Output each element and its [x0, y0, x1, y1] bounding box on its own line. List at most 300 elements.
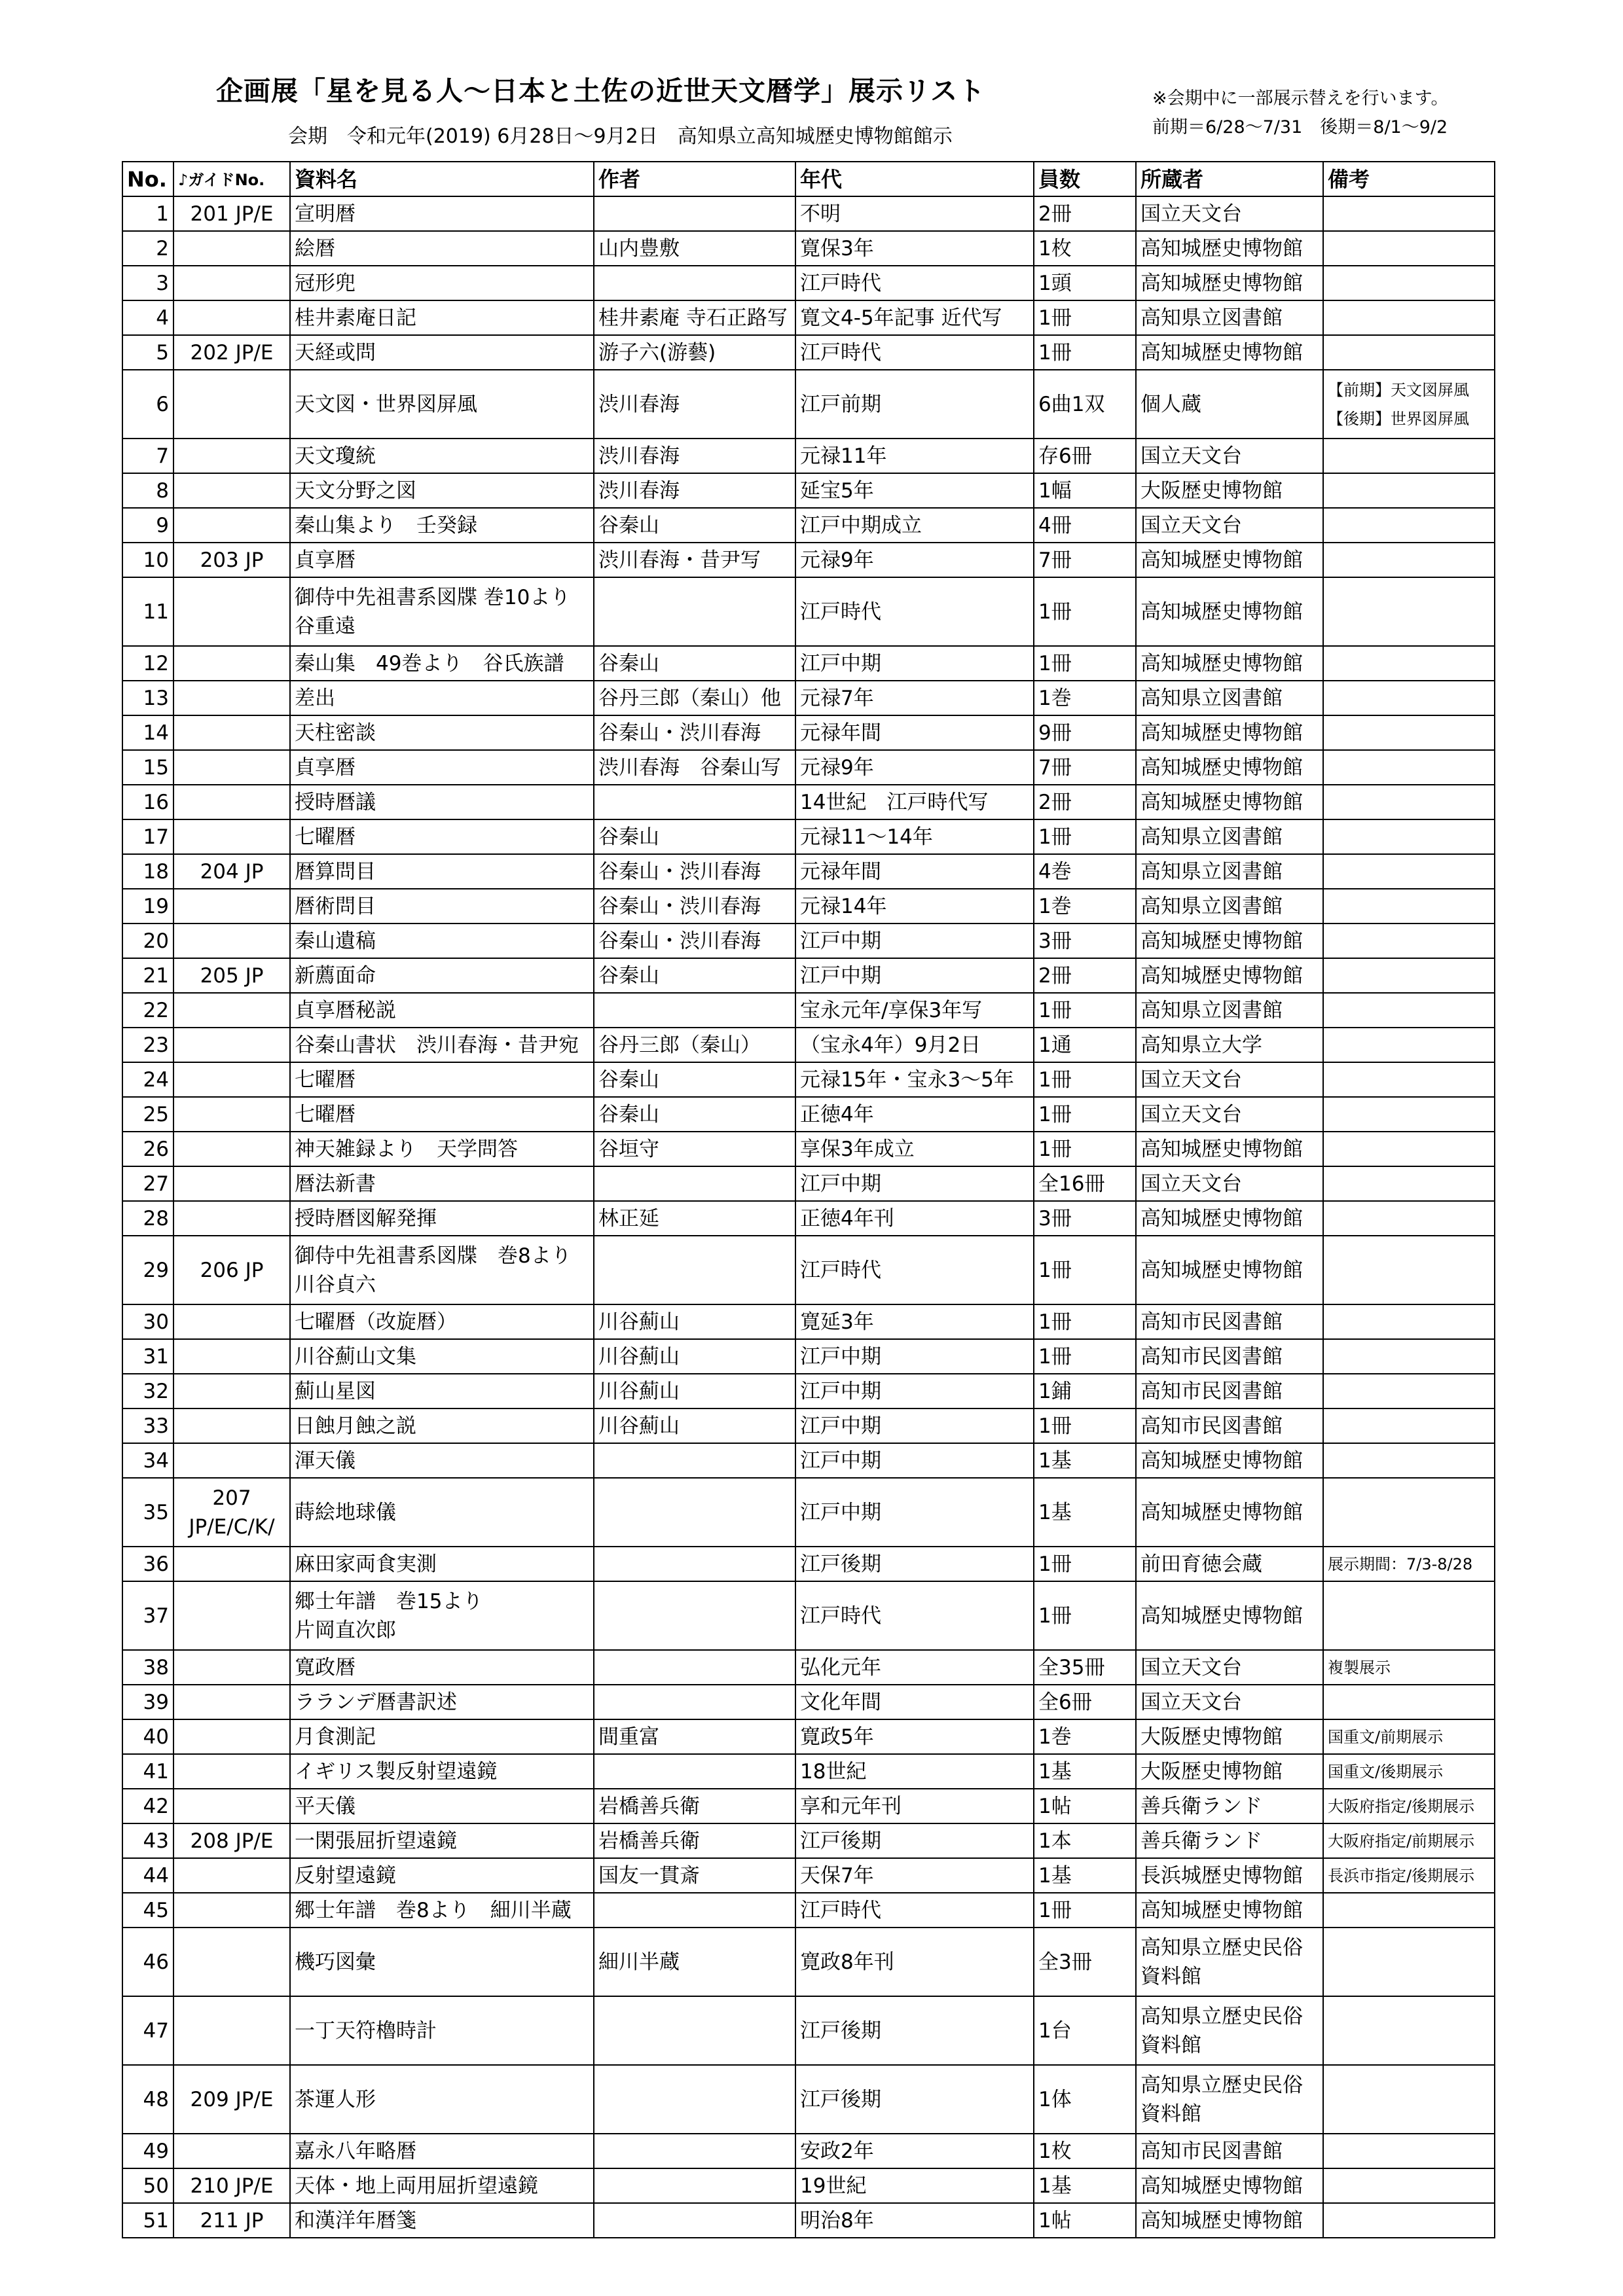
- cell-guide: [173, 1928, 290, 1996]
- cell-owner: 高知城歴史博物館: [1136, 335, 1323, 370]
- cell-guide: [173, 1062, 290, 1097]
- table-row: [122, 1028, 1495, 1062]
- cell-era: 江戸中期: [795, 924, 1034, 958]
- table-row: [122, 1858, 1495, 1893]
- cell-owner: 国立天文台: [1136, 1166, 1323, 1201]
- cell-owner: 高知県立図書館: [1136, 681, 1323, 715]
- cell-guide: [173, 1685, 290, 1719]
- cell-era: 正徳4年刊: [795, 1201, 1034, 1236]
- cell-no: 38: [122, 1650, 173, 1685]
- cell-owner: 高知県立図書館: [1136, 854, 1323, 889]
- cell-guide: [173, 1304, 290, 1339]
- cell-author: [594, 2065, 795, 2134]
- cell-era: 享保3年成立: [795, 1132, 1034, 1166]
- cell-remarks: [1323, 439, 1495, 473]
- cell-owner: 高知城歴史博物館: [1136, 924, 1323, 958]
- cell-era: 寛延3年: [795, 1304, 1034, 1339]
- cell-era: 18世紀: [795, 1754, 1034, 1789]
- table-row: [122, 819, 1495, 854]
- cell-remarks: [1323, 2065, 1495, 2134]
- table-row: [122, 577, 1495, 646]
- cell-name: 一閑張屈折望遠鏡: [290, 1823, 594, 1858]
- exhibit-table: [122, 161, 1495, 2238]
- cell-count: 1頭: [1034, 266, 1136, 300]
- cell-name: 天文分野之図: [290, 473, 594, 508]
- cell-owner: 高知県立図書館: [1136, 993, 1323, 1028]
- cell-remarks: [1323, 1028, 1495, 1062]
- cell-remarks: [1323, 1581, 1495, 1650]
- cell-name: イギリス製反射望遠鏡: [290, 1754, 594, 1789]
- cell-guide: [173, 1408, 290, 1443]
- cell-name: 和漢洋年暦箋: [290, 2203, 594, 2238]
- cell-name: 新薦面命: [290, 958, 594, 993]
- cell-guide: 204 JP: [173, 854, 290, 889]
- cell-remarks: [1323, 1685, 1495, 1719]
- cell-count: 全35冊: [1034, 1650, 1136, 1685]
- cell-guide: 211 JP: [173, 2203, 290, 2238]
- table-row: [122, 2168, 1495, 2203]
- cell-era: 天保7年: [795, 1858, 1034, 1893]
- cell-remarks: [1323, 473, 1495, 508]
- cell-owner: 高知城歴史博物館: [1136, 646, 1323, 681]
- cell-era: 江戸中期: [795, 1166, 1034, 1201]
- cell-no: 21: [122, 958, 173, 993]
- cell-remarks: 国重文/後期展示: [1323, 1754, 1495, 1789]
- cell-count: 1冊: [1034, 819, 1136, 854]
- cell-guide: [173, 1893, 290, 1928]
- cell-guide: 201 JP/E: [173, 196, 290, 231]
- cell-author: [594, 993, 795, 1028]
- cell-count: 4冊: [1034, 508, 1136, 543]
- cell-no: 23: [122, 1028, 173, 1062]
- cell-name: 暦算問目: [290, 854, 594, 889]
- cell-guide: 207 JP/E/C/K/: [173, 1478, 290, 1547]
- cell-author: 山内豊敷: [594, 231, 795, 266]
- cell-author: [594, 2203, 795, 2238]
- cell-era: 元禄9年: [795, 750, 1034, 785]
- cell-name: 天柱密談: [290, 715, 594, 750]
- cell-owner: 高知市民図書館: [1136, 2134, 1323, 2168]
- table-row: [122, 1478, 1495, 1547]
- cell-remarks: [1323, 335, 1495, 370]
- cell-name: 反射望遠鏡: [290, 1858, 594, 1893]
- cell-count: 7冊: [1034, 543, 1136, 577]
- table-row: [122, 646, 1495, 681]
- cell-remarks: 展示期間：7/3-8/28: [1323, 1547, 1495, 1581]
- cell-era: 江戸後期: [795, 1823, 1034, 1858]
- cell-guide: 208 JP/E: [173, 1823, 290, 1858]
- cell-owner: 前田育徳会蔵: [1136, 1547, 1323, 1581]
- cell-era: 江戸時代: [795, 1581, 1034, 1650]
- cell-name: 郷士年譜 巻8より 細川半蔵: [290, 1893, 594, 1928]
- cell-no: 2: [122, 231, 173, 266]
- cell-count: 1冊: [1034, 1304, 1136, 1339]
- cell-guide: [173, 1201, 290, 1236]
- cell-name: 絵暦: [290, 231, 594, 266]
- cell-no: 39: [122, 1685, 173, 1719]
- cell-author: [594, 2134, 795, 2168]
- cell-remarks: [1323, 681, 1495, 715]
- cell-count: 1台: [1034, 1996, 1136, 2065]
- cell-count: 1冊: [1034, 1547, 1136, 1581]
- cell-author: [594, 1547, 795, 1581]
- cell-author: [594, 1443, 795, 1478]
- cell-author: 谷秦山: [594, 1097, 795, 1132]
- cell-era: 文化年間: [795, 1685, 1034, 1719]
- cell-name: 暦術問目: [290, 889, 594, 924]
- cell-owner: 高知県立大学: [1136, 1028, 1323, 1062]
- table-row: [122, 1339, 1495, 1374]
- cell-count: 1巻: [1034, 889, 1136, 924]
- cell-no: 25: [122, 1097, 173, 1132]
- cell-author: 谷秦山: [594, 508, 795, 543]
- cell-guide: [173, 231, 290, 266]
- cell-guide: [173, 1996, 290, 2065]
- cell-author: [594, 577, 795, 646]
- cell-count: 1基: [1034, 2168, 1136, 2203]
- cell-era: 江戸後期: [795, 1547, 1034, 1581]
- cell-author: 川谷薊山: [594, 1304, 795, 1339]
- cell-guide: [173, 1166, 290, 1201]
- cell-guide: [173, 1339, 290, 1374]
- cell-author: [594, 1996, 795, 2065]
- cell-era: 江戸中期: [795, 1374, 1034, 1408]
- cell-guide: [173, 300, 290, 335]
- cell-era: 弘化元年: [795, 1650, 1034, 1685]
- cell-owner: 善兵衛ランド: [1136, 1789, 1323, 1823]
- cell-count: 2冊: [1034, 196, 1136, 231]
- cell-owner: 国立天文台: [1136, 196, 1323, 231]
- cell-guide: [173, 577, 290, 646]
- table-row: [122, 1062, 1495, 1097]
- cell-name: 天体・地上両用屈折望遠鏡: [290, 2168, 594, 2203]
- cell-no: 33: [122, 1408, 173, 1443]
- cell-author: [594, 1478, 795, 1547]
- cell-era: 寛文4-5年記事 近代写: [795, 300, 1034, 335]
- cell-no: 11: [122, 577, 173, 646]
- cell-guide: [173, 1719, 290, 1754]
- cell-era: 元禄9年: [795, 543, 1034, 577]
- col-header-remarks: 備考: [1323, 162, 1495, 196]
- cell-count: 1冊: [1034, 646, 1136, 681]
- cell-remarks: [1323, 2168, 1495, 2203]
- table-row: [122, 1166, 1495, 1201]
- table-row: [122, 439, 1495, 473]
- cell-name: 秦山集 49巻より 谷氏族譜: [290, 646, 594, 681]
- cell-name: 茶運人形: [290, 2065, 594, 2134]
- cell-name: 郷士年譜 巻15より 片岡直次郎: [290, 1581, 594, 1650]
- cell-era: 元禄14年: [795, 889, 1034, 924]
- cell-remarks: [1323, 889, 1495, 924]
- cell-no: 44: [122, 1858, 173, 1893]
- cell-guide: 209 JP/E: [173, 2065, 290, 2134]
- cell-era: 安政2年: [795, 2134, 1034, 2168]
- cell-author: 渋川春海: [594, 473, 795, 508]
- cell-guide: [173, 266, 290, 300]
- cell-no: 18: [122, 854, 173, 889]
- cell-era: 元禄7年: [795, 681, 1034, 715]
- page-title: 企画展「星を見る人～日本と土佐の近世天文暦学」展示リスト: [216, 75, 986, 107]
- cell-era: 江戸中期成立: [795, 508, 1034, 543]
- cell-era: 江戸中期: [795, 1478, 1034, 1547]
- cell-no: 41: [122, 1754, 173, 1789]
- table-row: [122, 993, 1495, 1028]
- cell-remarks: [1323, 1374, 1495, 1408]
- table-row: [122, 1719, 1495, 1754]
- cell-owner: 高知県立歴史民俗 資料館: [1136, 2065, 1323, 2134]
- cell-author: 谷丹三郎（秦山）他: [594, 681, 795, 715]
- cell-author: 游子六(游藝): [594, 335, 795, 370]
- cell-count: 1帖: [1034, 1789, 1136, 1823]
- cell-author: 渋川春海・昔尹写: [594, 543, 795, 577]
- table-row: [122, 508, 1495, 543]
- exhibition-period: 会期 令和元年(2019) 6月28日～9月2日 高知県立高知城歴史博物館館示: [288, 125, 953, 148]
- cell-no: 26: [122, 1132, 173, 1166]
- cell-author: 谷秦山: [594, 819, 795, 854]
- cell-name: 御侍中先祖書系図牒 巻8より 川谷貞六: [290, 1236, 594, 1304]
- cell-owner: 高知県立歴史民俗 資料館: [1136, 1996, 1323, 2065]
- table-row: [122, 958, 1495, 993]
- cell-name: 七曜暦: [290, 1097, 594, 1132]
- cell-era: 江戸中期: [795, 1443, 1034, 1478]
- cell-guide: [173, 508, 290, 543]
- cell-era: （宝永4年）9月2日: [795, 1028, 1034, 1062]
- cell-guide: [173, 1789, 290, 1823]
- cell-remarks: [1323, 715, 1495, 750]
- cell-owner: 高知城歴史博物館: [1136, 1478, 1323, 1547]
- cell-guide: [173, 1374, 290, 1408]
- cell-remarks: [1323, 819, 1495, 854]
- cell-name: 授時暦議: [290, 785, 594, 819]
- table-row: [122, 231, 1495, 266]
- cell-name: 一丁天符櫓時計: [290, 1996, 594, 2065]
- cell-name: 貞享暦: [290, 750, 594, 785]
- cell-no: 31: [122, 1339, 173, 1374]
- cell-author: 川谷薊山: [594, 1408, 795, 1443]
- cell-name: 渾天儀: [290, 1443, 594, 1478]
- cell-owner: 国立天文台: [1136, 508, 1323, 543]
- cell-era: 享和元年刊: [795, 1789, 1034, 1823]
- table-row: [122, 2065, 1495, 2134]
- cell-no: 22: [122, 993, 173, 1028]
- cell-count: 4巻: [1034, 854, 1136, 889]
- cell-count: 1通: [1034, 1028, 1136, 1062]
- cell-era: 元禄11～14年: [795, 819, 1034, 854]
- cell-no: 9: [122, 508, 173, 543]
- cell-no: 32: [122, 1374, 173, 1408]
- cell-no: 40: [122, 1719, 173, 1754]
- cell-guide: [173, 681, 290, 715]
- table-row: [122, 1443, 1495, 1478]
- table-row: [122, 370, 1495, 439]
- cell-remarks: [1323, 1928, 1495, 1996]
- cell-remarks: 国重文/前期展示: [1323, 1719, 1495, 1754]
- cell-author: [594, 1893, 795, 1928]
- cell-owner: 国立天文台: [1136, 1062, 1323, 1097]
- cell-no: 36: [122, 1547, 173, 1581]
- cell-era: 寛保3年: [795, 231, 1034, 266]
- cell-owner: 高知城歴史博物館: [1136, 715, 1323, 750]
- cell-name: 蒔絵地球儀: [290, 1478, 594, 1547]
- cell-owner: 高知県立図書館: [1136, 300, 1323, 335]
- cell-era: 江戸時代: [795, 577, 1034, 646]
- cell-no: 42: [122, 1789, 173, 1823]
- cell-remarks: 【前期】天文図屏風 【後期】世界図屏風: [1323, 370, 1495, 439]
- cell-name: 宣明暦: [290, 196, 594, 231]
- cell-guide: [173, 1858, 290, 1893]
- cell-owner: 高知城歴史博物館: [1136, 577, 1323, 646]
- table-row: [122, 473, 1495, 508]
- cell-name: ラランデ暦書訳述: [290, 1685, 594, 1719]
- cell-no: 37: [122, 1581, 173, 1650]
- cell-remarks: [1323, 1132, 1495, 1166]
- cell-count: 1冊: [1034, 1893, 1136, 1928]
- cell-count: 7冊: [1034, 750, 1136, 785]
- cell-remarks: 長浜市指定/後期展示: [1323, 1858, 1495, 1893]
- cell-guide: [173, 1028, 290, 1062]
- cell-guide: [173, 1443, 290, 1478]
- cell-remarks: [1323, 785, 1495, 819]
- cell-owner: 長浜城歴史博物館: [1136, 1858, 1323, 1893]
- cell-author: [594, 1236, 795, 1304]
- cell-era: 江戸時代: [795, 1893, 1034, 1928]
- cell-count: 1本: [1034, 1823, 1136, 1858]
- cell-count: 1冊: [1034, 993, 1136, 1028]
- cell-author: 谷秦山・渋川春海: [594, 715, 795, 750]
- cell-owner: 国立天文台: [1136, 1685, 1323, 1719]
- cell-no: 13: [122, 681, 173, 715]
- cell-remarks: [1323, 577, 1495, 646]
- cell-remarks: [1323, 1478, 1495, 1547]
- cell-name: 天文図・世界図屏風: [290, 370, 594, 439]
- cell-no: 48: [122, 2065, 173, 2134]
- cell-name: 麻田家両食実測: [290, 1547, 594, 1581]
- table-row: [122, 1547, 1495, 1581]
- col-header-owner: 所蔵者: [1136, 162, 1323, 196]
- cell-author: 谷秦山・渋川春海: [594, 889, 795, 924]
- rotation-note: ※会期中に一部展示替えを行います。: [1152, 88, 1449, 109]
- cell-count: 存6冊: [1034, 439, 1136, 473]
- cell-author: [594, 1581, 795, 1650]
- cell-era: 19世紀: [795, 2168, 1034, 2203]
- cell-owner: 高知市民図書館: [1136, 1408, 1323, 1443]
- cell-author: 渋川春海 谷秦山写: [594, 750, 795, 785]
- cell-guide: 205 JP: [173, 958, 290, 993]
- cell-count: 2冊: [1034, 958, 1136, 993]
- cell-guide: [173, 1097, 290, 1132]
- cell-no: 3: [122, 266, 173, 300]
- cell-guide: 203 JP: [173, 543, 290, 577]
- table-header-row: [122, 162, 1495, 196]
- cell-era: 元禄年間: [795, 854, 1034, 889]
- cell-owner: 高知県立図書館: [1136, 819, 1323, 854]
- cell-name: 日蝕月蝕之説: [290, 1408, 594, 1443]
- table-row: [122, 266, 1495, 300]
- cell-guide: [173, 1132, 290, 1166]
- cell-no: 49: [122, 2134, 173, 2168]
- cell-author: 岩橋善兵衛: [594, 1789, 795, 1823]
- cell-no: 5: [122, 335, 173, 370]
- cell-name: 七曜暦（改旋暦）: [290, 1304, 594, 1339]
- cell-count: 1鋪: [1034, 1374, 1136, 1408]
- cell-owner: 高知城歴史博物館: [1136, 785, 1323, 819]
- cell-no: 27: [122, 1166, 173, 1201]
- col-header-no: No.: [122, 162, 173, 196]
- cell-guide: 210 JP/E: [173, 2168, 290, 2203]
- cell-owner: 高知城歴史博物館: [1136, 1236, 1323, 1304]
- cell-remarks: [1323, 508, 1495, 543]
- col-header-name: 資料名: [290, 162, 594, 196]
- cell-author: 谷秦山: [594, 646, 795, 681]
- cell-no: 12: [122, 646, 173, 681]
- cell-name: 月食測記: [290, 1719, 594, 1754]
- cell-era: 明治8年: [795, 2203, 1034, 2238]
- cell-author: [594, 785, 795, 819]
- cell-no: 47: [122, 1996, 173, 2065]
- cell-remarks: [1323, 2134, 1495, 2168]
- cell-remarks: [1323, 958, 1495, 993]
- table-row: [122, 1650, 1495, 1685]
- cell-remarks: [1323, 750, 1495, 785]
- cell-remarks: [1323, 854, 1495, 889]
- cell-count: 1枚: [1034, 231, 1136, 266]
- col-header-author: 作者: [594, 162, 795, 196]
- table-row: [122, 1996, 1495, 2065]
- cell-owner: 高知市民図書館: [1136, 1304, 1323, 1339]
- cell-name: 貞享暦秘説: [290, 993, 594, 1028]
- cell-era: 正徳4年: [795, 1097, 1034, 1132]
- cell-name: 差出: [290, 681, 594, 715]
- cell-remarks: [1323, 1408, 1495, 1443]
- cell-author: 谷秦山: [594, 1062, 795, 1097]
- cell-count: 1冊: [1034, 577, 1136, 646]
- cell-count: 1基: [1034, 1443, 1136, 1478]
- cell-era: 江戸中期: [795, 646, 1034, 681]
- cell-owner: 大阪歴史博物館: [1136, 1719, 1323, 1754]
- cell-remarks: 複製展示: [1323, 1650, 1495, 1685]
- cell-remarks: [1323, 266, 1495, 300]
- cell-name: 冠形兜: [290, 266, 594, 300]
- cell-owner: 大阪歴史博物館: [1136, 1754, 1323, 1789]
- cell-count: 1冊: [1034, 300, 1136, 335]
- cell-remarks: [1323, 993, 1495, 1028]
- cell-owner: 国立天文台: [1136, 1097, 1323, 1132]
- cell-name: 薊山星図: [290, 1374, 594, 1408]
- cell-remarks: [1323, 1304, 1495, 1339]
- cell-name: 谷秦山書状 渋川春海・昔尹宛: [290, 1028, 594, 1062]
- cell-owner: 高知県立図書館: [1136, 889, 1323, 924]
- cell-name: 暦法新書: [290, 1166, 594, 1201]
- cell-owner: 高知城歴史博物館: [1136, 231, 1323, 266]
- cell-no: 15: [122, 750, 173, 785]
- cell-count: 1基: [1034, 1754, 1136, 1789]
- cell-count: 全3冊: [1034, 1928, 1136, 1996]
- table-row: [122, 335, 1495, 370]
- cell-count: 1枚: [1034, 2134, 1136, 2168]
- cell-name: 御侍中先祖書系図牒 巻10より 谷重遠: [290, 577, 594, 646]
- table-row: [122, 750, 1495, 785]
- cell-remarks: 大阪府指定/前期展示: [1323, 1823, 1495, 1858]
- cell-remarks: [1323, 231, 1495, 266]
- cell-remarks: [1323, 2203, 1495, 2238]
- cell-author: 谷垣守: [594, 1132, 795, 1166]
- cell-era: 江戸時代: [795, 335, 1034, 370]
- cell-owner: 高知城歴史博物館: [1136, 266, 1323, 300]
- cell-owner: 高知城歴史博物館: [1136, 1443, 1323, 1478]
- table-row: [122, 1408, 1495, 1443]
- col-header-guide: [173, 162, 290, 196]
- cell-no: 7: [122, 439, 173, 473]
